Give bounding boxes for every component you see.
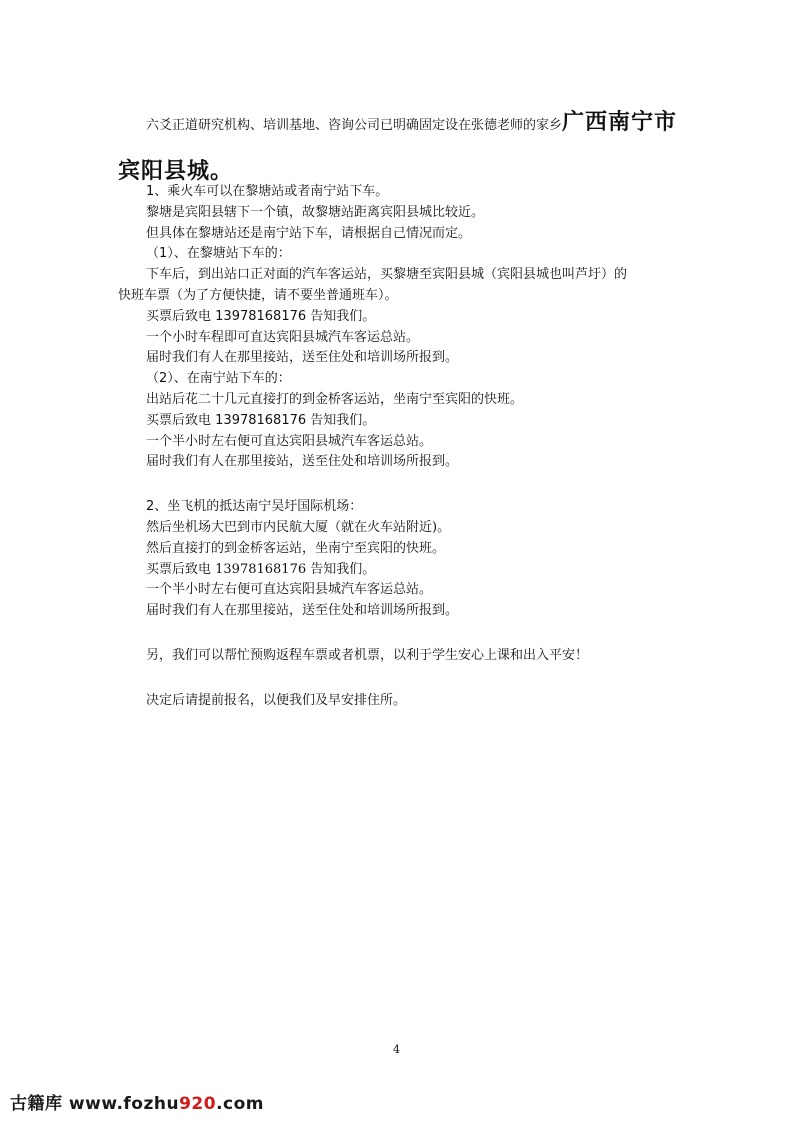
section1-line-1: 黎塘是宾阳县辖下一个镇，故黎塘站距离宾阳县城比较近。 — [146, 204, 485, 220]
watermark-url-prefix: www.fozhu — [68, 1094, 180, 1114]
sub2-line-3: 一个半小时左右便可直达宾阳县城汽车客运总站。 — [146, 433, 433, 449]
section1-line-2: 但具体在黎塘站还是南宁站下车，请根据自己情况而定。 — [146, 225, 472, 241]
phone-prefix: 买票后致电 — [146, 308, 212, 324]
sub1-heading: （1）、在黎塘站下车的： — [146, 246, 291, 262]
sub2-line-1: 出站后花二十几元直接打的到金桥客运站，坐南宁至宾阳的快班。 — [146, 391, 524, 407]
sub2-phone-line — [118, 411, 678, 432]
watermark-name: 古籍库 — [10, 1094, 63, 1114]
note-return-tickets: 另，我们可以帮忙预购返程车票或者机票，以利于学生安心上课和出入平安！ — [146, 647, 589, 663]
section1-heading: 1、乘火车可以在黎塘站或者南宁站下车。 — [146, 184, 389, 199]
section2-line-3: 买票后致电 13978168176 告知我们。 — [146, 561, 376, 577]
section2-line-2: 然后直接打的到金桥客运站，坐南宁至宾阳的快班。 — [146, 540, 446, 556]
page-number: 4 — [393, 1043, 400, 1056]
sub2-heading: （2）、在南宁站下车的： — [146, 371, 291, 387]
spacer — [118, 667, 678, 691]
spacer — [118, 473, 678, 497]
sub1-line-3: 一个小时车程即可直达宾阳县城汽车客运总站。 — [146, 329, 420, 345]
section2-line-4: 一个半小时左右便可直达宾阳县城汽车客运总站。 — [146, 582, 433, 598]
watermark-url — [69, 1094, 264, 1114]
document-body — [118, 182, 678, 712]
sub1-line-4: 届时我们有人在那里接站，送至住处和培训场所报到。 — [146, 350, 459, 366]
site-watermark — [10, 1089, 264, 1114]
sub1-phone-line — [118, 307, 678, 328]
sub1-line-1b: 快班车票（为了方便快捷，请不要坐普通班车）。 — [118, 287, 398, 303]
phone-prefix: 买票后致电 — [146, 412, 212, 428]
watermark-url-number: 920 — [179, 1094, 217, 1114]
intro-location-highlight: 广西南宁市宾阳县城。 — [118, 110, 678, 184]
watermark-url-suffix: .com — [216, 1094, 265, 1114]
intro-text: 六爻正道研究机构、培训基地、咨询公司已明确固定设在张德老师的家乡 — [146, 118, 563, 133]
spacer — [118, 622, 678, 646]
sub2-line-4: 届时我们有人在那里接站，送至住处和培训场所报到。 — [146, 454, 459, 470]
section2-line-1: 然后坐机场大巴到市内民航大厦（就在火车站附近)。 — [146, 519, 451, 535]
phone-number: 13978168176 — [215, 308, 307, 324]
sub1-line-1a: 下车后，到出站口正对面的汽车客运站，买黎塘至宾阳县城（宾阳县城也叫芦圩）的 — [146, 267, 628, 283]
note-register-early: 决定后请提前报名，以便我们及早安排住所。 — [146, 692, 407, 708]
section2-line-5: 届时我们有人在那里接站，送至住处和培训场所报到。 — [146, 603, 459, 619]
section2-heading: 2、坐飞机的抵达南宁吴圩国际机场： — [146, 499, 363, 515]
phone-number: 13978168176 — [215, 412, 307, 428]
phone-suffix: 告知我们。 — [310, 308, 376, 324]
phone-suffix: 告知我们。 — [310, 412, 376, 428]
